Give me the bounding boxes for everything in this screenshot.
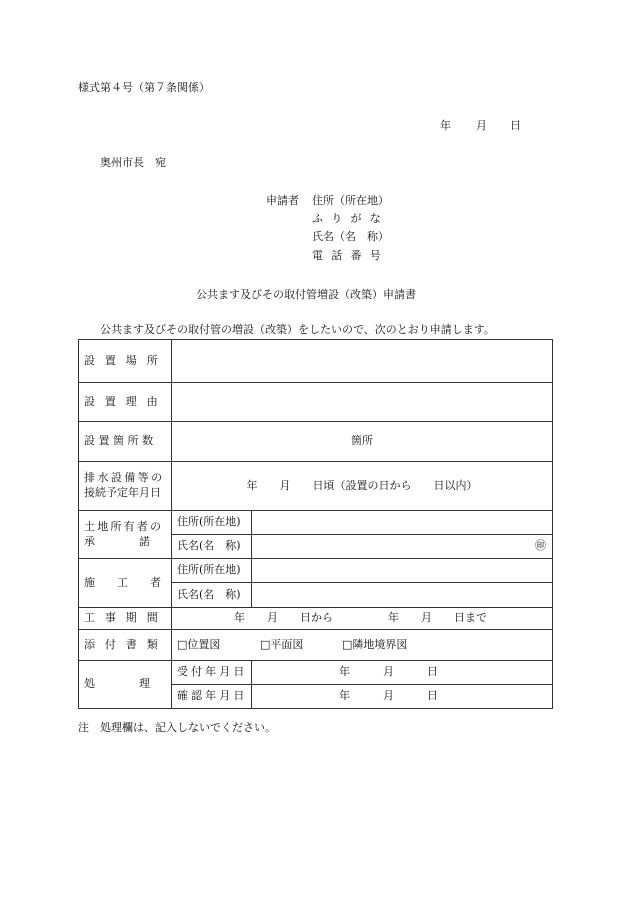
connect-field[interactable] <box>172 462 553 511</box>
applicant-furigana-label <box>312 213 388 224</box>
owner-address-label: 住所(所在地) <box>172 511 252 535</box>
confirmed-label-text: 確認年月日 <box>177 689 248 703</box>
period-value: 年 月 日から 年 月 日まで <box>234 611 487 625</box>
contractor-address-label: 住所(所在地) <box>172 559 252 583</box>
confirmed-date-value: 年 月 日 <box>339 689 438 703</box>
row-location <box>79 340 553 383</box>
owner-label-line2: 承 諾 <box>84 534 150 548</box>
count-unit: 箇所 <box>351 434 373 448</box>
period-field[interactable] <box>172 608 553 630</box>
received-date-value: 年 月 日 <box>339 665 438 679</box>
applicant-phone-label <box>312 250 388 261</box>
date-year: 年 <box>440 119 451 132</box>
count-field[interactable] <box>172 422 553 462</box>
location-field[interactable] <box>172 340 553 383</box>
row-attachments <box>79 630 553 661</box>
addressee: 奥州市長 宛 <box>100 156 166 169</box>
footnote: 注 処理欄は、記入しないでください。 <box>78 721 276 734</box>
process-label: 処 理 <box>79 661 172 709</box>
row-period <box>79 608 553 630</box>
attach-label-text: 添付書類 <box>84 637 168 651</box>
period-label-text: 工事期間 <box>84 611 168 625</box>
owner-label <box>79 511 172 559</box>
contractor-label: 施 工 者 <box>79 559 172 608</box>
row-connect-date <box>79 462 553 511</box>
received-label-text: 受付年月日 <box>177 665 248 679</box>
attach-option-plan-view[interactable]: □平面図 <box>260 637 304 651</box>
row-count <box>79 422 553 462</box>
row-reason <box>79 383 553 422</box>
contractor-name-field[interactable] <box>252 583 553 608</box>
contractor-address-field[interactable] <box>252 559 553 583</box>
owner-address-field[interactable] <box>252 511 553 535</box>
contractor-name-label: 氏名(名 称) <box>172 583 252 608</box>
count-label <box>79 422 172 462</box>
count-label-text: 設置箇所数 <box>84 434 157 448</box>
received-label <box>172 661 252 685</box>
attach-option-location-map[interactable]: □位置図 <box>177 637 221 651</box>
received-date <box>252 661 553 685</box>
applicant-label: 申請者 <box>266 194 299 207</box>
confirmed-date <box>252 685 553 709</box>
owner-name-label: 氏名(名 称) <box>172 535 252 559</box>
furigana-text: ふりがな <box>312 212 389 225</box>
attach-label <box>79 630 172 661</box>
date-month: 月 <box>476 119 487 132</box>
applicant-address-label: 住所（所在地） <box>312 194 389 207</box>
phone-text: 電話番号 <box>312 249 389 262</box>
reason-label-text: 設置理由 <box>84 394 168 408</box>
attach-option-boundary-map[interactable]: □隣地境界図 <box>342 637 408 651</box>
seal-mark: ㊞ <box>535 539 546 553</box>
applicant-name-label: 氏名（名 称） <box>312 230 389 243</box>
period-label <box>79 608 172 630</box>
owner-name-field[interactable] <box>252 535 553 559</box>
row-received <box>79 661 553 685</box>
row-owner-address <box>79 511 553 535</box>
location-label-text: 設置場所 <box>84 353 168 367</box>
confirmed-label <box>172 685 252 709</box>
location-label <box>79 340 172 383</box>
application-table <box>78 339 553 709</box>
attach-options <box>172 630 553 661</box>
connect-label <box>79 462 172 511</box>
reason-field[interactable] <box>172 383 553 422</box>
row-contractor-address <box>79 559 553 583</box>
connect-value: 年 月 日頃（設置の日から 日以内） <box>246 478 478 492</box>
intro-text: 公共ます及びその取付管の増設（改築）をしたいので、次のとおり申請します。 <box>100 323 495 336</box>
reason-label <box>79 383 172 422</box>
connect-label-line2: 接続予定年月日 <box>84 486 161 499</box>
document-title: 公共ます及びその取付管増設（改築）申請書 <box>196 288 416 301</box>
date-day: 日 <box>510 119 521 132</box>
form-number: 様式第４号（第７条関係） <box>78 81 210 94</box>
connect-label-line1: 排水設備等の <box>84 471 165 485</box>
owner-label-line1: 土地所有者の <box>84 519 164 533</box>
